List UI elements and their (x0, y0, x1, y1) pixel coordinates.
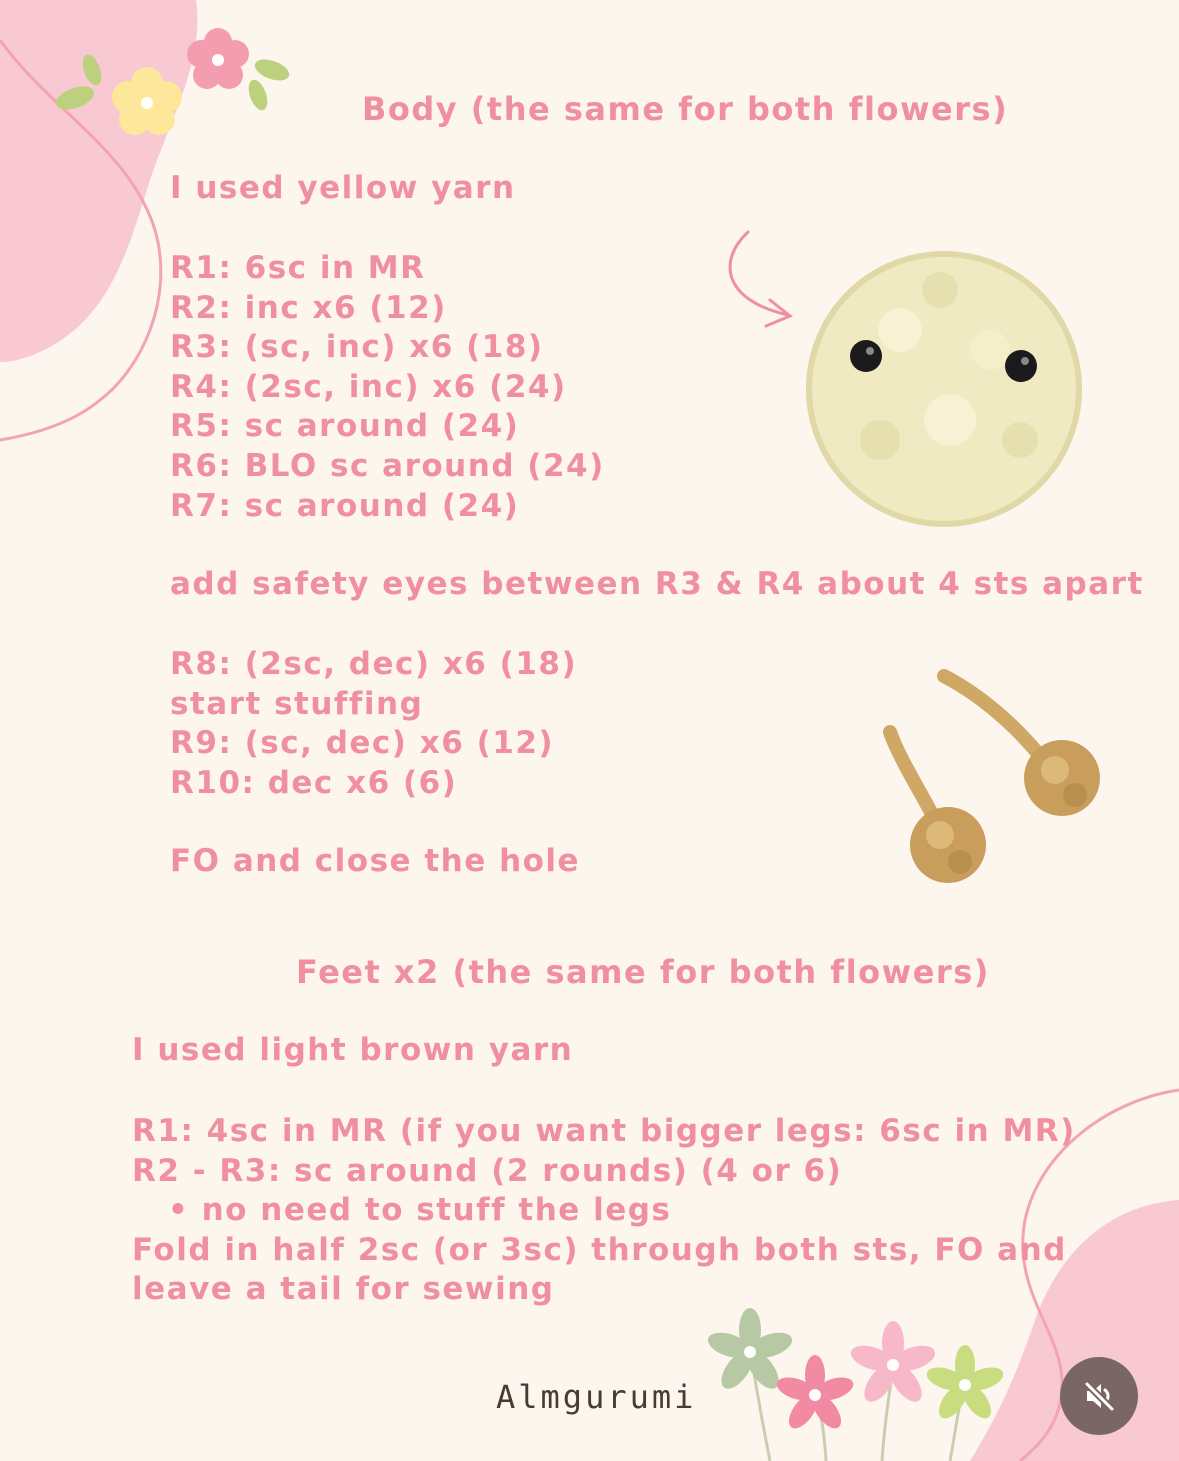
arrow-to-body (730, 232, 788, 315)
body-yarn-note: I used yellow yarn (170, 170, 516, 206)
body-section-title: Body (the same for both flowers) (362, 90, 1009, 128)
round-line: R7: sc around (24) (170, 487, 520, 524)
round-line: R3: (sc, inc) x6 (18) (170, 329, 544, 366)
speaker-muted-icon (1079, 1376, 1119, 1416)
body-rounds-list-1 (170, 249, 605, 526)
body-finish-note: FO and close the hole (170, 843, 581, 879)
round-line: R8: (2sc, dec) x6 (18) (170, 646, 578, 682)
round-line: leave a tail for sewing (132, 1271, 555, 1308)
feet-section-title: Feet x2 (the same for both flowers) (296, 953, 990, 991)
mute-button[interactable] (1060, 1357, 1138, 1435)
round-line: Fold in half 2sc (or 3sc) through both sts, FO and (132, 1231, 1067, 1268)
round-line: R4: (2sc, inc) x6 (24) (170, 368, 567, 405)
pink-blob-top-left (0, 0, 197, 362)
round-line: R2 - R3: sc around (2 rounds) (4 or 6) (132, 1152, 843, 1189)
round-line: R1: 6sc in MR (170, 250, 426, 286)
round-line: R2: inc x6 (12) (170, 289, 447, 326)
round-line: R6: BLO sc around (24) (170, 447, 605, 484)
round-line: R5: sc around (24) (170, 408, 520, 445)
feet-yarn-note: I used light brown yarn (132, 1032, 574, 1068)
body-rounds-list-2 (170, 645, 577, 803)
bullet-note: • no need to stuff the legs (168, 1192, 672, 1229)
brand-logo-text: Almgurumi (496, 1378, 697, 1416)
safety-eyes-note: add safety eyes between R3 & R4 about 4 sts apart (170, 566, 1144, 602)
feet-rounds-list (132, 1112, 1076, 1310)
flowers-bottom (705, 1308, 1006, 1461)
round-line: start stuffing (170, 685, 424, 722)
round-line: R10: dec x6 (6) (170, 764, 458, 801)
round-line: R9: (sc, dec) x6 (12) (170, 725, 555, 762)
round-line: R1: 4sc in MR (if you want bigger legs: 6sc in MR) (132, 1113, 1076, 1149)
body-photo (809, 254, 1079, 524)
feet-photo (890, 676, 1100, 883)
